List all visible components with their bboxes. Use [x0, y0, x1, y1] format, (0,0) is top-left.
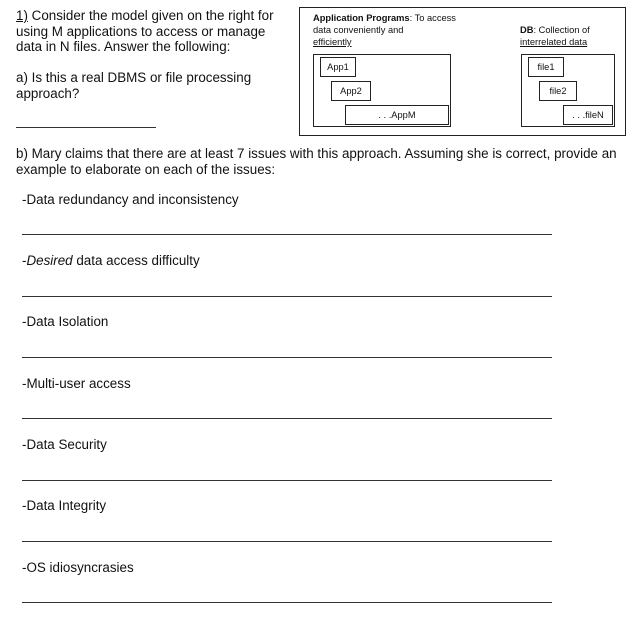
filen-box: . . .fileN	[563, 105, 613, 125]
app-programs-label-rest: : To access data conveniently and	[313, 13, 456, 35]
issue-italic: Desired	[26, 253, 73, 268]
issue-multi-user	[22, 376, 131, 392]
model-figure	[299, 7, 626, 136]
issue-answer-line[interactable]	[22, 296, 552, 297]
issue-answer-line[interactable]	[22, 480, 552, 481]
issue-data-access	[22, 253, 200, 269]
part-a-answer-line[interactable]	[16, 127, 156, 128]
db-label	[520, 24, 620, 48]
issue-text: OS idiosyncrasies	[26, 560, 134, 575]
issue-prefix: -	[22, 376, 27, 391]
question-intro-text: Consider the model given on the right for using M applications to access or manage data in N files. Answer the following:	[16, 8, 274, 54]
question-intro	[16, 8, 292, 55]
app2-box: App2	[331, 81, 371, 101]
db-label-rest: : Collection of	[533, 25, 590, 35]
issue-prefix: -	[22, 253, 27, 268]
issue-answer-line[interactable]	[22, 418, 552, 419]
issue-prefix: -	[22, 437, 27, 452]
db-label-bold: DB	[520, 25, 534, 35]
question-number: 1)	[16, 8, 28, 23]
part-a-prompt: a) Is this a real DBMS or file processing approach?	[16, 70, 252, 101]
issue-answer-line[interactable]	[22, 357, 552, 358]
issue-prefix: -	[22, 560, 27, 575]
issue-data-integrity	[22, 498, 106, 514]
issue-answer-line[interactable]	[22, 602, 552, 603]
app-programs-label	[313, 12, 463, 48]
issue-text: Data Integrity	[26, 498, 107, 513]
issue-answer-line[interactable]	[22, 234, 552, 235]
app1-box: App1	[320, 57, 356, 77]
db-label-last: interrelated data	[520, 37, 588, 47]
appm-box: . . .AppM	[345, 105, 449, 125]
issue-os-idiosyncrasies	[22, 560, 134, 576]
issue-prefix: -	[22, 314, 27, 329]
file1-box: file1	[528, 57, 564, 77]
issue-text: data access difficulty	[72, 253, 200, 268]
issue-data-isolation	[22, 314, 108, 330]
issue-text: Data Security	[26, 437, 107, 452]
issue-prefix: -	[22, 192, 27, 207]
issue-data-security	[22, 437, 107, 453]
file2-box: file2	[539, 81, 577, 101]
issue-answer-line[interactable]	[22, 541, 552, 542]
issue-prefix: -	[22, 498, 27, 513]
app-programs-label-bold: Application Programs	[313, 13, 410, 23]
part-b-prompt: b) Mary claims that there are at least 7 issues with this approach. Assuming she is correct, provide an example to elaborate on each of the issues:	[16, 146, 617, 177]
issue-text: Data Isolation	[26, 314, 109, 329]
app-programs-label-last: efficiently	[313, 37, 352, 47]
issue-data-redundancy	[22, 192, 239, 208]
issue-text: Multi-user access	[26, 376, 131, 391]
issue-text: Data redundancy and inconsistency	[26, 192, 239, 207]
